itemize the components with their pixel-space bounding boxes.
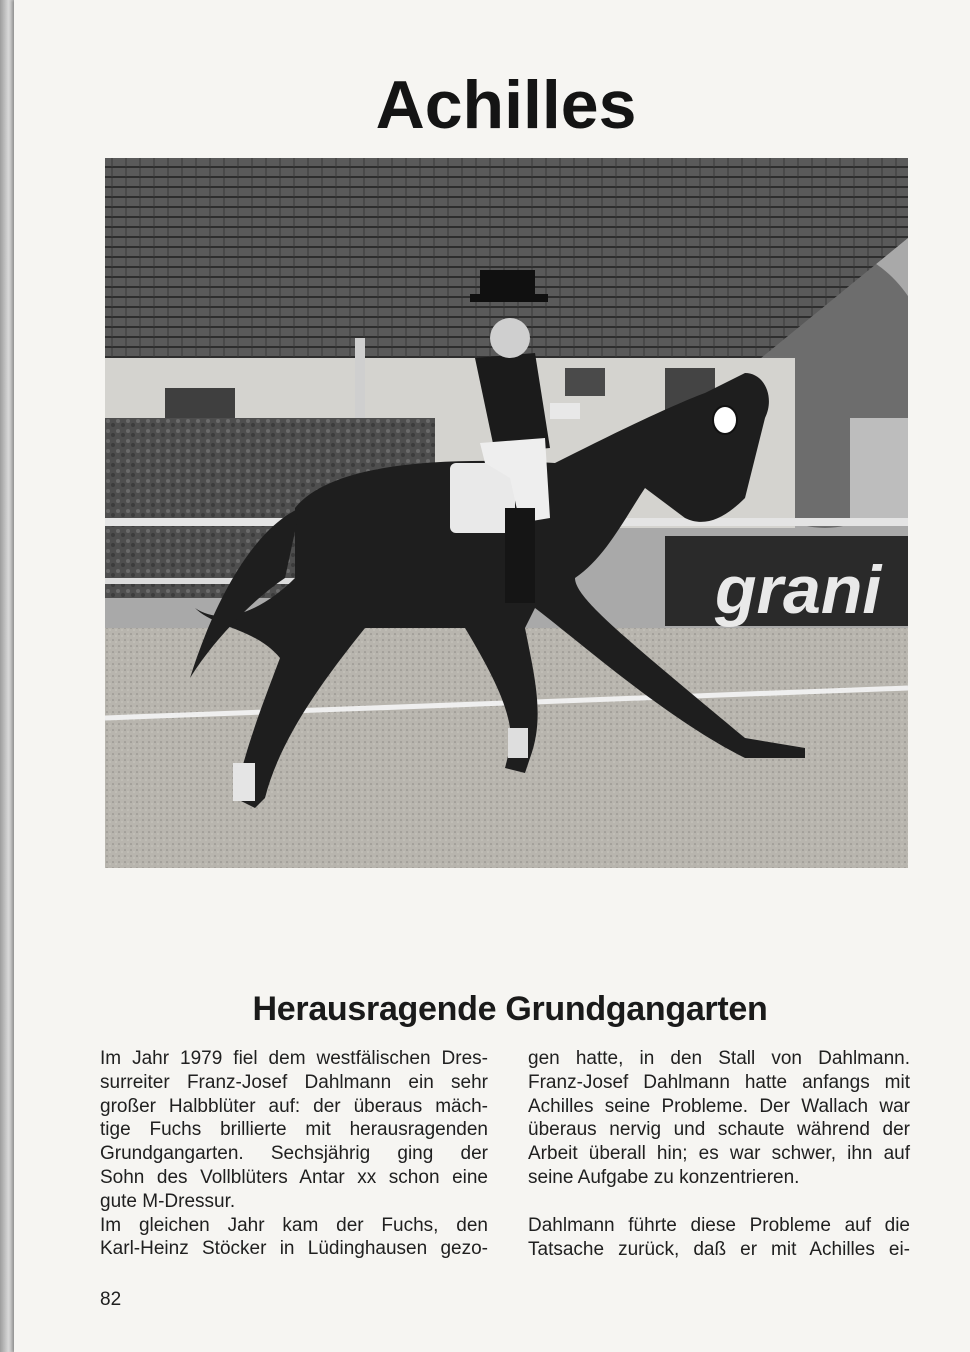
text-line: gute M-Dressur. <box>100 1190 236 1212</box>
section-heading: Herausragende Grundgangarten <box>252 990 768 1028</box>
horse-photo <box>105 158 908 868</box>
text-line: seine Aufgabe zu konzentrieren. <box>528 1166 800 1188</box>
text-column-right <box>528 1047 910 1261</box>
text-line: Im Jahr 1979 fiel dem westfälischen Dres- <box>100 1048 488 1069</box>
text-line: Im gleichen Jahr kam der Fuchs, den <box>100 1214 488 1236</box>
text-line: Karl-Heinz Stöcker in Lüdinghausen gezo- <box>100 1238 488 1260</box>
page-binding-edge <box>0 0 14 1352</box>
banner-text: grani <box>715 552 882 628</box>
text-line: Sohn des Vollblüters Antar xx schon eine <box>100 1166 488 1188</box>
text-line: überaus nervig und schaute während der <box>528 1119 910 1141</box>
text-line: Tatsache zurück, daß er mit Achilles ei- <box>528 1238 910 1260</box>
text-line: Dahlmann führte diese Probleme auf die <box>528 1214 910 1236</box>
text-line: surreiter Franz-Josef Dahlmann ein sehr <box>100 1071 488 1093</box>
text-line: gen hatte, in den Stall von Dahlmann. <box>528 1048 910 1069</box>
page-number: 82 <box>100 1289 122 1310</box>
paragraph-gap <box>528 1190 910 1214</box>
text-line: Grundgangarten. Sechsjährig ging der <box>100 1143 488 1165</box>
text-line: Franz-Josef Dahlmann hatte anfangs mit <box>528 1071 910 1093</box>
text-line: tige Fuchs brillierte mit herausragenden <box>100 1119 488 1141</box>
text-column-left <box>100 1047 488 1261</box>
page-title: Achilles <box>375 67 637 143</box>
text-line: Achilles seine Probleme. Der Wallach war <box>528 1095 910 1117</box>
text-line: großer Halbblüter auf: der überaus mäch- <box>100 1095 488 1117</box>
text-line: Arbeit überall hin; es war schwer, ihn auf <box>528 1143 910 1165</box>
